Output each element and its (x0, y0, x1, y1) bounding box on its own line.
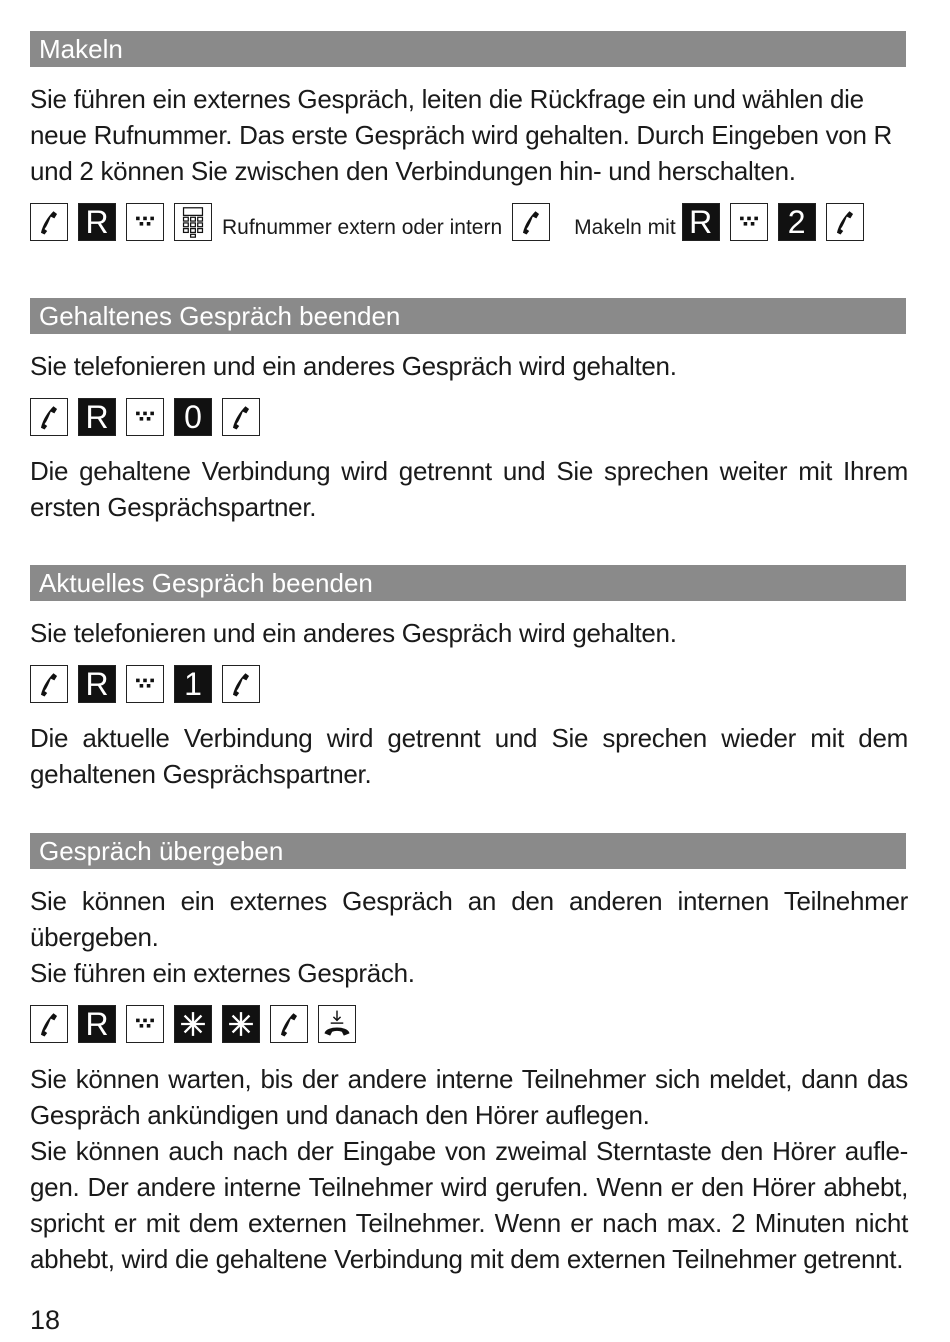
handset-lift-icon (826, 203, 864, 241)
handset-lift-icon (30, 203, 68, 241)
transfer-call-result-1: Sie können warten, bis der andere interne Teilnehmer sich meldet, dann das Gespräch ankündigen und danach den Hörer auflegen. (30, 1064, 908, 1130)
hold-icon (126, 665, 164, 703)
star-icon (174, 1005, 212, 1043)
keypad-icon (174, 203, 212, 241)
digit-1-label: 1 (184, 666, 202, 702)
hold-icon (126, 203, 164, 241)
end-held-call-intro: Sie telefonieren und ein anderes Gespräch wird gehalten. (30, 351, 677, 381)
digit-0-label: 0 (184, 399, 202, 435)
end-held-call-result: Die gehaltene Verbindung wird getrennt und Sie sprechen weiter mit Ihrem ersten Gesprächspartner. (30, 456, 908, 522)
r-key-icon (78, 665, 116, 703)
r-key-icon (78, 1005, 116, 1043)
end-current-call-result: Die aktuelle Verbindung wird getrennt und Sie sprechen wieder mit dem gehaltenen Gesprächspartner. (30, 723, 908, 789)
r-key-icon (78, 203, 116, 241)
handset-lift-icon (30, 398, 68, 436)
digit-1-key-icon (174, 665, 212, 703)
handset-lift-icon (512, 203, 550, 241)
transfer-call-key-sequence (30, 1004, 366, 1044)
end-current-call-key-sequence (30, 664, 270, 704)
page-number: 18 (30, 1305, 61, 1335)
makeln-key-sequence (30, 202, 874, 242)
hold-icon (126, 398, 164, 436)
transfer-call-intro-2: Sie führen ein externes Gespräch. (30, 958, 415, 988)
handset-lift-icon (30, 1005, 68, 1043)
section-heading-makeln: Makeln (30, 31, 906, 67)
handset-lift-icon (222, 398, 260, 436)
r-key-icon (78, 398, 116, 436)
digit-0-key-icon (174, 398, 212, 436)
section-heading-end-current-call: Aktuelles Gespräch beenden (30, 565, 906, 601)
hold-icon (730, 203, 768, 241)
r-key-label: R (85, 204, 109, 240)
section-heading-transfer-call: Gespräch übergeben (30, 833, 906, 869)
end-held-call-key-sequence (30, 397, 270, 437)
r-key-label: R (85, 1006, 109, 1042)
transfer-call-intro: Sie können ein externes Gespräch an den anderen internen Teilnehmer übergeben. (30, 886, 908, 952)
r-key-label: R (689, 204, 713, 240)
r-key-icon (682, 203, 720, 241)
hold-icon (126, 1005, 164, 1043)
toggle-label: Makeln mit (574, 216, 676, 239)
section-heading-end-held-call: Gehaltenes Gespräch beenden (30, 298, 906, 334)
makeln-description: Sie führen ein externes Gespräch, leiten die Rückfrage ein und wählen die neue Rufnummer. Das erste Gespräch wird gehalten. Durch Eingeben von R und 2 können Sie zwischen den Verbindungen hin- und herschalten. (30, 84, 893, 186)
digit-2-key-icon (778, 203, 816, 241)
digit-2-label: 2 (787, 204, 806, 240)
end-current-call-intro: Sie telefonieren und ein anderes Gespräch wird gehalten. (30, 618, 677, 648)
hang-up-icon (318, 1005, 356, 1043)
transfer-call-result-2: Sie können auch nach der Eingabe von zweimal Sterntaste den Hörer aufle- gen. Der andere interne Teilnehmer wird gerufen. Wenn er den Hörer abhebt, spricht er mit dem externen Teilnehmer. Wenn er nach max. 2 Minuten nicht abhebt, wird die gehaltene Verbindung mit dem externen Teilnehmer getrennt. (30, 1136, 908, 1274)
star-icon (222, 1005, 260, 1043)
handset-lift-icon (30, 665, 68, 703)
r-key-label: R (85, 666, 109, 702)
r-key-label: R (85, 399, 109, 435)
handset-lift-icon (222, 665, 260, 703)
handset-lift-icon (270, 1005, 308, 1043)
dial-number-label: Rufnummer extern oder intern (222, 216, 503, 239)
